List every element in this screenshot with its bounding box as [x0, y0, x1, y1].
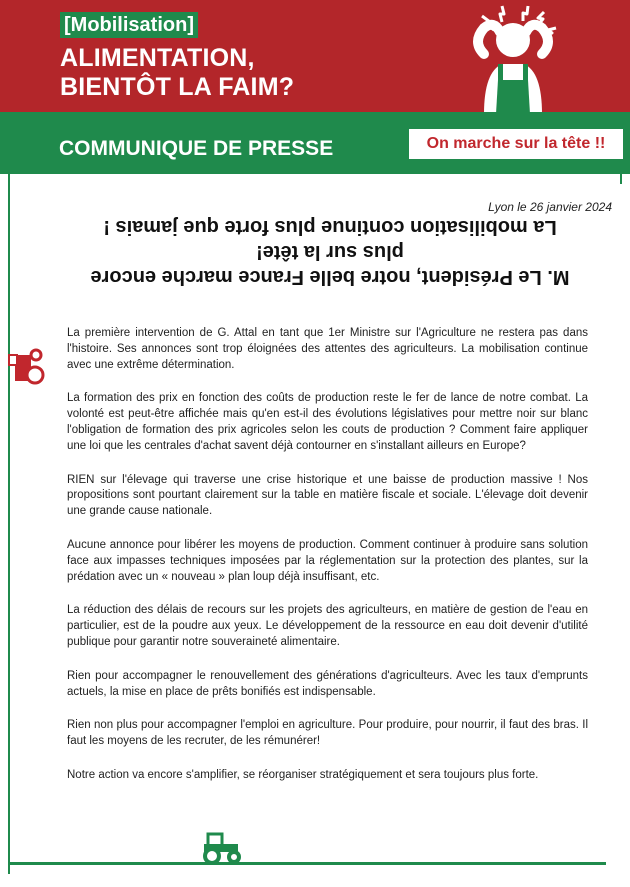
headline-line-1: M. Le Président, notre belle France marche encore	[90, 266, 570, 288]
left-border-line	[8, 174, 10, 874]
headline-line-2: plus sur la tête!	[256, 241, 404, 263]
paragraph-1: La première intervention de G. Attal en tant que 1er Ministre sur l'Agriculture ne restera pas dans l'histoire. Ses annonces sont trop éloignées des attentes des agriculteurs. La mobilisation continue avec une extrême détermination.	[67, 327, 588, 371]
upside-down-headline	[60, 214, 600, 289]
stressed-farmer-icon	[444, 2, 582, 114]
paragraph-7: Rien non plus pour accompagner l'emploi en agriculture. Pour produire, pour nourrir, il faut des bras. Il faut les moyens de les recruter, de les rémunérer!	[67, 719, 588, 748]
slogan-box: On marche sur la tête !!	[408, 128, 624, 160]
bottom-border-line	[10, 862, 606, 865]
paragraph-5: La réduction des délais de recours sur les projets des agriculteurs, en matière de gestion de l'eau en particulier, est de la poudre aux yeux. Le développement de la ressource en eau doit devenir d'utilité publique pour garantir notre souveraineté alimentaire.	[67, 604, 588, 648]
body-text	[67, 326, 588, 802]
mobilisation-tag: [Mobilisation]	[60, 12, 198, 38]
title-line-2: BIENTÔT LA FAIM?	[60, 73, 295, 101]
paragraph-3: RIEN sur l'élevage qui traverse une crise historique et une baisse de production massive ! Nos propositions sont pourtant clairement sur la table en matière fiscale et sociale. L'élevage doit devenir une grande cause nationale.	[67, 473, 588, 518]
title-line-1: ALIMENTATION,	[60, 44, 255, 72]
page-title	[60, 44, 294, 102]
paragraph-6: Rien pour accompagner le renouvellement des générations d'agriculteurs. Avec les taux d'emprunts actuels, la mise en place de prêts bonifiés est indispensable.	[67, 669, 588, 698]
paragraph-2: La formation des prix en fonction des coûts de production reste le fer de lance de notre combat. La volonté est peut-être affichée mais qu'en est-il des évolutions législatives pour mettre noir sur blanc l'obligation de formation des prix agricoles selon les couts de production ? Comment faire appliquer une loi que les centrales d'achat savent déjà contourner en s'installant ailleurs en Europe?	[67, 392, 588, 452]
tractor-icon	[200, 830, 244, 864]
paragraph-4: Aucune annonce pour libérer les moyens de production. Comment continuer à produire sans solution face aux impasses techniques imposées par la réglementation sur la protection des plantes, sur la prédation avec un « nouveau » plan loup déjà insuffisant, etc.	[67, 538, 588, 583]
paragraph-8: Notre action va encore s'amplifier, se réorganiser stratégiquement et sera toujours plus forte.	[67, 768, 539, 781]
tractor-icon	[6, 344, 46, 386]
headline-line-3: La mobilisation continue plus forte que jamais !	[103, 216, 557, 238]
press-release-label: COMMUNIQUE DE PRESSE	[59, 137, 334, 160]
right-border-line	[620, 174, 622, 184]
date-line: Lyon le 26 janvier 2024	[488, 200, 612, 214]
